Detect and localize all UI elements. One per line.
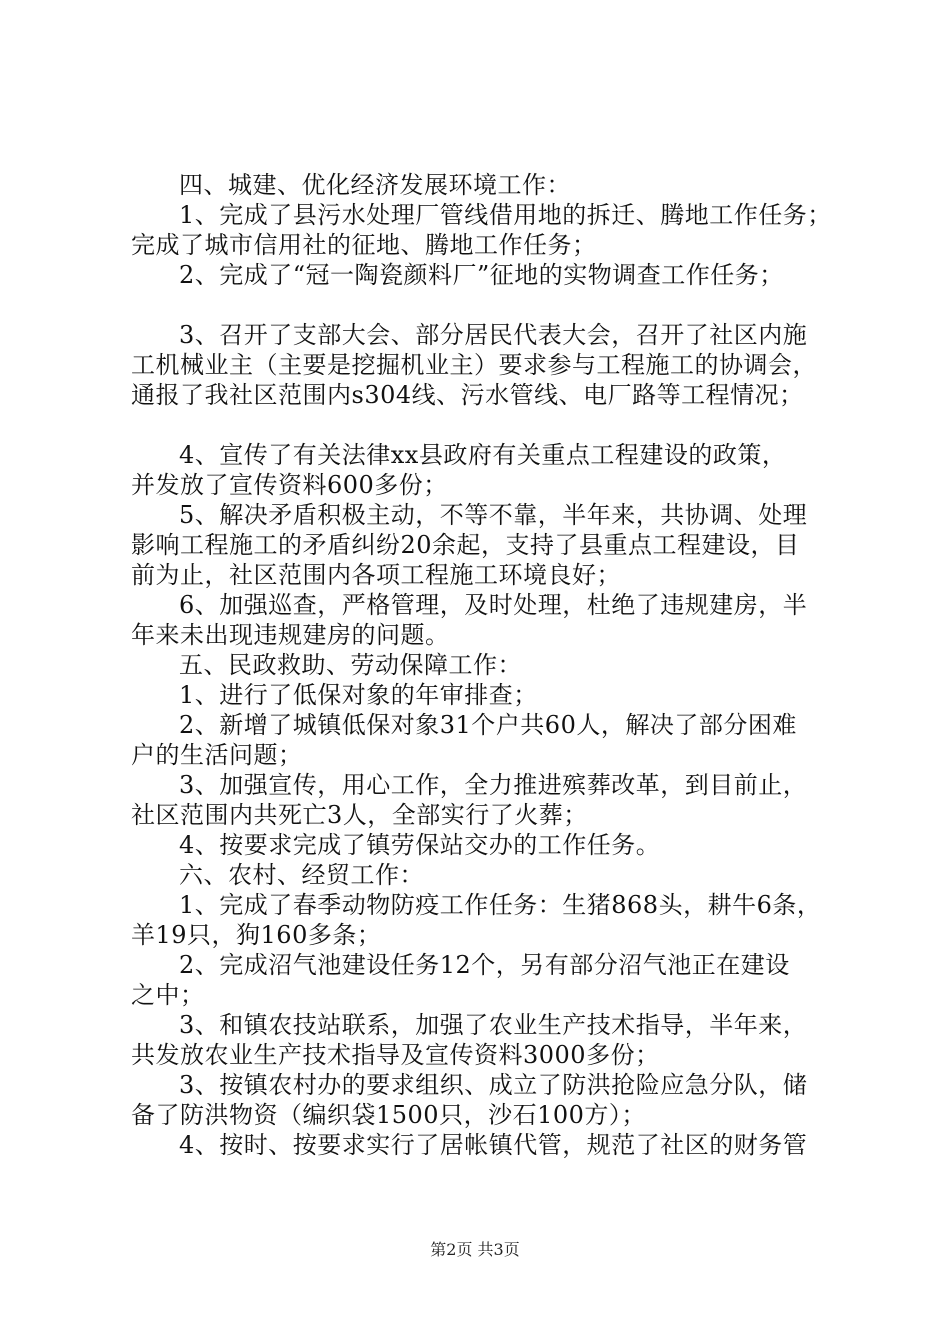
- paragraph-line: 2、完成了“冠一陶瓷颜料厂”征地的实物调查工作任务；: [179, 261, 784, 289]
- paragraph-line: 备了防洪物资（编织袋1500只，沙石100方）；: [131, 1101, 646, 1129]
- paragraph-line: 户的生活问题；: [131, 741, 303, 769]
- paragraph-line: 4、按时、按要求实行了居帐镇代管，规范了社区的财务管: [179, 1131, 808, 1159]
- paragraph-line: 3、加强宣传，用心工作，全力推进殡葬改革，到目前止，: [179, 771, 808, 799]
- page-number: 第2页 共3页: [430, 1240, 520, 1259]
- blank-line: [131, 290, 841, 320]
- paragraph-line: 3、和镇农技站联系，加强了农业生产技术指导，半年来，: [179, 1011, 808, 1039]
- paragraph-line: 2、新增了城镇低保对象31个户共60人，解决了部分困难: [179, 711, 797, 739]
- paragraph-line: 社区范围内共死亡3人，全部实行了火葬；: [131, 801, 588, 829]
- section-heading: 四、城建、优化经济发展环境工作：: [179, 171, 571, 199]
- paragraph-line: 完成了城市信用社的征地、腾地工作任务；: [131, 231, 597, 259]
- paragraph-line: 前为止，社区范围内各项工程施工环境良好；: [131, 561, 621, 589]
- paragraph-line: 3、召开了支部大会、部分居民代表大会，召开了社区内施: [179, 321, 808, 349]
- section-heading: 六、农村、经贸工作：: [179, 861, 424, 889]
- section-heading: 五、民政救助、劳动保障工作：: [179, 651, 522, 679]
- document-body: [131, 170, 841, 1160]
- blank-line: [131, 410, 841, 440]
- paragraph-line: 1、完成了春季动物防疫工作任务：生猪868头，耕牛6条，: [179, 891, 822, 919]
- paragraph-line: 4、按要求完成了镇劳保站交办的工作任务。: [179, 831, 661, 859]
- paragraph-line: 共发放农业生产技术指导及宣传资料3000多份；: [131, 1041, 660, 1069]
- paragraph-line: 4、宣传了有关法律xx县政府有关重点工程建设的政策，: [179, 441, 787, 469]
- paragraph-line: 工机械业主（主要是挖掘机业主）要求参与工程施工的协调会，: [131, 351, 817, 379]
- paragraph-line: 年来未出现违规建房的问题。: [131, 621, 450, 649]
- paragraph-line: 1、进行了低保对象的年审排查；: [179, 681, 538, 709]
- paragraph-line: 1、完成了县污水处理厂管线借用地的拆迁、腾地工作任务；: [179, 201, 832, 229]
- paragraph-line: 通报了我社区范围内s304线、污水管线、电厂路等工程情况；: [131, 381, 804, 409]
- paragraph-line: 3、按镇农村办的要求组织、成立了防洪抢险应急分队，储: [179, 1071, 808, 1099]
- paragraph-line: 并发放了宣传资料600多份；: [131, 471, 448, 499]
- paragraph-line: 6、加强巡查，严格管理，及时处理，杜绝了违规建房，半: [179, 591, 808, 619]
- paragraph-line: 羊19只，狗160多条；: [131, 921, 382, 949]
- paragraph-line: 影响工程施工的矛盾纠纷20余起，支持了县重点工程建设，目: [131, 531, 800, 559]
- paragraph-line: 2、完成沼气池建设任务12个，另有部分沼气池正在建设: [179, 951, 790, 979]
- paragraph-line: 5、解决矛盾积极主动，不等不靠，半年来，共协调、处理: [179, 501, 808, 529]
- paragraph-line: 之中；: [131, 981, 205, 1009]
